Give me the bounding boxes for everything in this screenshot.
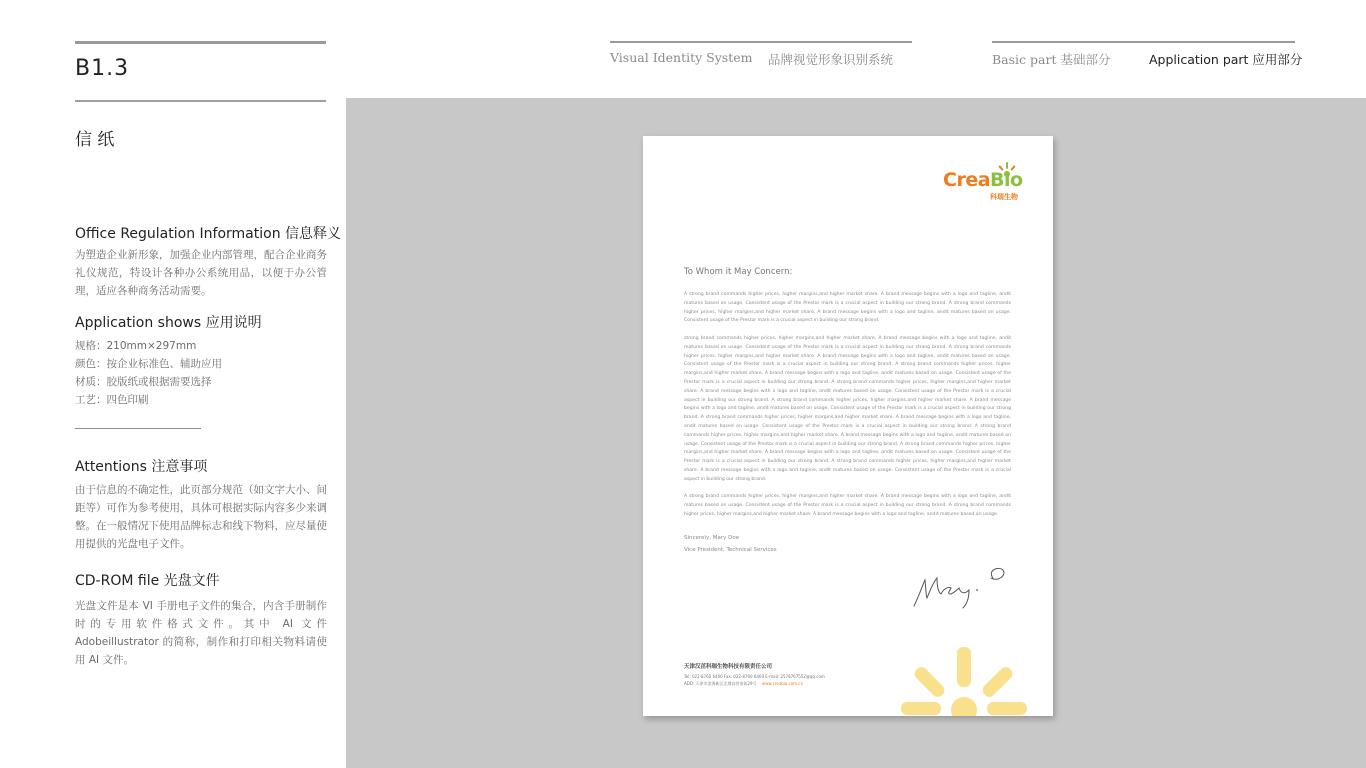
spec-process: 工艺：四色印刷 <box>75 394 149 406</box>
letter-greeting: To Whom it May Concern: <box>684 267 793 277</box>
letter-paragraph-2: strong brand commands higher prices, higher margins,and higher market share. A brand message begins with a logo and tagline, andit matures based on usage. Consistent usage of the Prestor mark is a crucial aspect in building our strong brand. A strong brand commands higher prices, higher margins,and higher market share. A brand message begins with a logo and tagline, andit matures based on usage. Consistent usage of the Prestor mark is a crucial aspect in building our strong brand. A strong brand commands higher prices, higher margins,and higher market share. A brand message begins with a logo and tagline, andit matures based on usage. Consistent usage of the Prestor mark is a crucial aspect in building our strong brand. A strong brand commands higher prices, higher margins,and higher market share. A brand message begins with a logo and tagline, andit matures based on usage. Consistent usage of the Prestor mark is a crucial aspect in building our strong brand. A strong brand commands higher prices, higher margins,and higher market share. A brand message begins with a logo and tagline, andit matures based on usage. Consistent usage of the Prestor mark is a crucial aspect in building our strong brand. A strong brand commands higher prices, higher margins,and higher market share. A brand message begins with a logo and tagline, andit matures based on usage. Consistent usage of the Prestor mark is a crucial aspect in building our strong brand. A strong brand commands higher prices, higher margins,and higher market share. A brand message begins with a logo and tagline, andit matures based on usage. Consistent usage of the Prestor mark is a crucial aspect in building our strong brand. A strong brand commands higher prices, higher margins,and higher market share. A brand message begins with a logo and tagline, andit matures based on usage. Consistent usage of the Prestor mark is a crucial aspect in building our strong brand. A strong brand commands higher prices, higher margins,and higher market share. A brand message begins with a logo and tagline, andit matures based on usage. Consistent usage of the Prestor mark is a crucial aspect in building our strong brand. <box>684 336 1011 482</box>
logo-cn-text: 科瑞生物 <box>990 193 1018 201</box>
office-info-title: Office Regulation Information 信息释义 <box>75 226 342 242</box>
header-rule-parts <box>992 41 1295 43</box>
spec-color: 颜色：按企业标准色、辅助应用 <box>75 358 222 370</box>
header-vis-cn: 品牌视觉形象识别系统 <box>768 52 894 67</box>
nav-application-part[interactable]: Application part 应用部分 <box>1149 52 1303 67</box>
letter-paragraph-3: A strong brand commands higher prices, higher margins,and higher market share. A brand message begins with a logo and tagline, andit matures based on usage. Consistent usage of the Prestor mark is a crucial aspect in building our strong brand. A strong brand commands higher prices, higher margins,and higher market share. A brand message begins with a logo and tagline, andit matures based on usage. <box>684 494 1011 517</box>
section-divider <box>75 428 201 429</box>
footer-address: ADD: 天津市滨海新区北塘高营南街29号 <box>684 681 757 686</box>
title-divider <box>75 100 326 102</box>
attentions-title: Attentions 注意事项 <box>75 459 208 475</box>
letter-closing: Sincerely, Mary Doe <box>684 535 740 541</box>
page-title: 信 纸 <box>75 130 115 150</box>
letterhead-paper <box>643 136 1053 716</box>
spec-material: 材质：胶版纸或根据需要选择 <box>75 376 212 388</box>
nav-basic-part[interactable]: Basic part 基础部分 <box>992 52 1111 67</box>
letter-position: Vice President, Technical Services <box>684 547 777 553</box>
cdrom-text: 光盘文件是本 VI 手册电子文件的集合，内含手册制作时的专用软件格式文件。其中 AI 文件 Adobeillustrator 的简称，制作和打印相关物料请使用 AI 文件。 <box>75 600 327 666</box>
footer-company: 天津汉茁科瑞生物科技有限责任公司 <box>684 664 773 670</box>
page-code: B1.3 <box>75 56 130 81</box>
logo-bio-text: Bio <box>990 169 1023 191</box>
creabio-logo <box>943 161 1033 203</box>
signature-image <box>911 564 1011 610</box>
header-rule-vis <box>610 41 912 43</box>
top-rule-left <box>75 41 326 44</box>
cdrom-title: CD-ROM file 光盘文件 <box>75 573 220 589</box>
header-vis-en: Visual Identity System <box>610 50 753 65</box>
attentions-text: 由于信息的不确定性，此页部分规范（如文字大小、间距等）可作为参考使用，具体可根据实际内容多少来调整。在一般情况下使用品牌标志和线下物料，应尽量使用提供的光盘电子文件。 <box>75 484 327 550</box>
application-title: Application shows 应用说明 <box>75 315 262 331</box>
letter-paragraph-1: A strong brand commands higher prices, higher margins,and higher market share. A brand message begins with a logo and tagline, andit matures based on usage. Consistent usage of the Prestor mark is a crucial aspect in building our strong brand. A strong brand commands higher prices, higher margins,and higher market share. A brand message begins with a logo and tagline, andit matures based on usage. Consistent usage of the Prestor mark is a crucial aspect in building our strong brand. <box>684 292 1011 324</box>
footer-website[interactable]: www.creabio.com.cn <box>761 681 804 686</box>
spec-size: 规格：210mm×297mm <box>75 340 197 352</box>
office-info-text: 为塑造企业新形象，加强企业内部管理，配合企业商务礼仪规范，特设计各种办公系统用品，以便于办公管理，适应各种商务活动需要。 <box>75 249 327 297</box>
footer-contact: Tel: 022-8760 6460 Fax: 022-8760 6460 E-mail: 2578767552@qq.com <box>684 674 825 679</box>
logo-crea-text: Crea <box>943 169 991 191</box>
